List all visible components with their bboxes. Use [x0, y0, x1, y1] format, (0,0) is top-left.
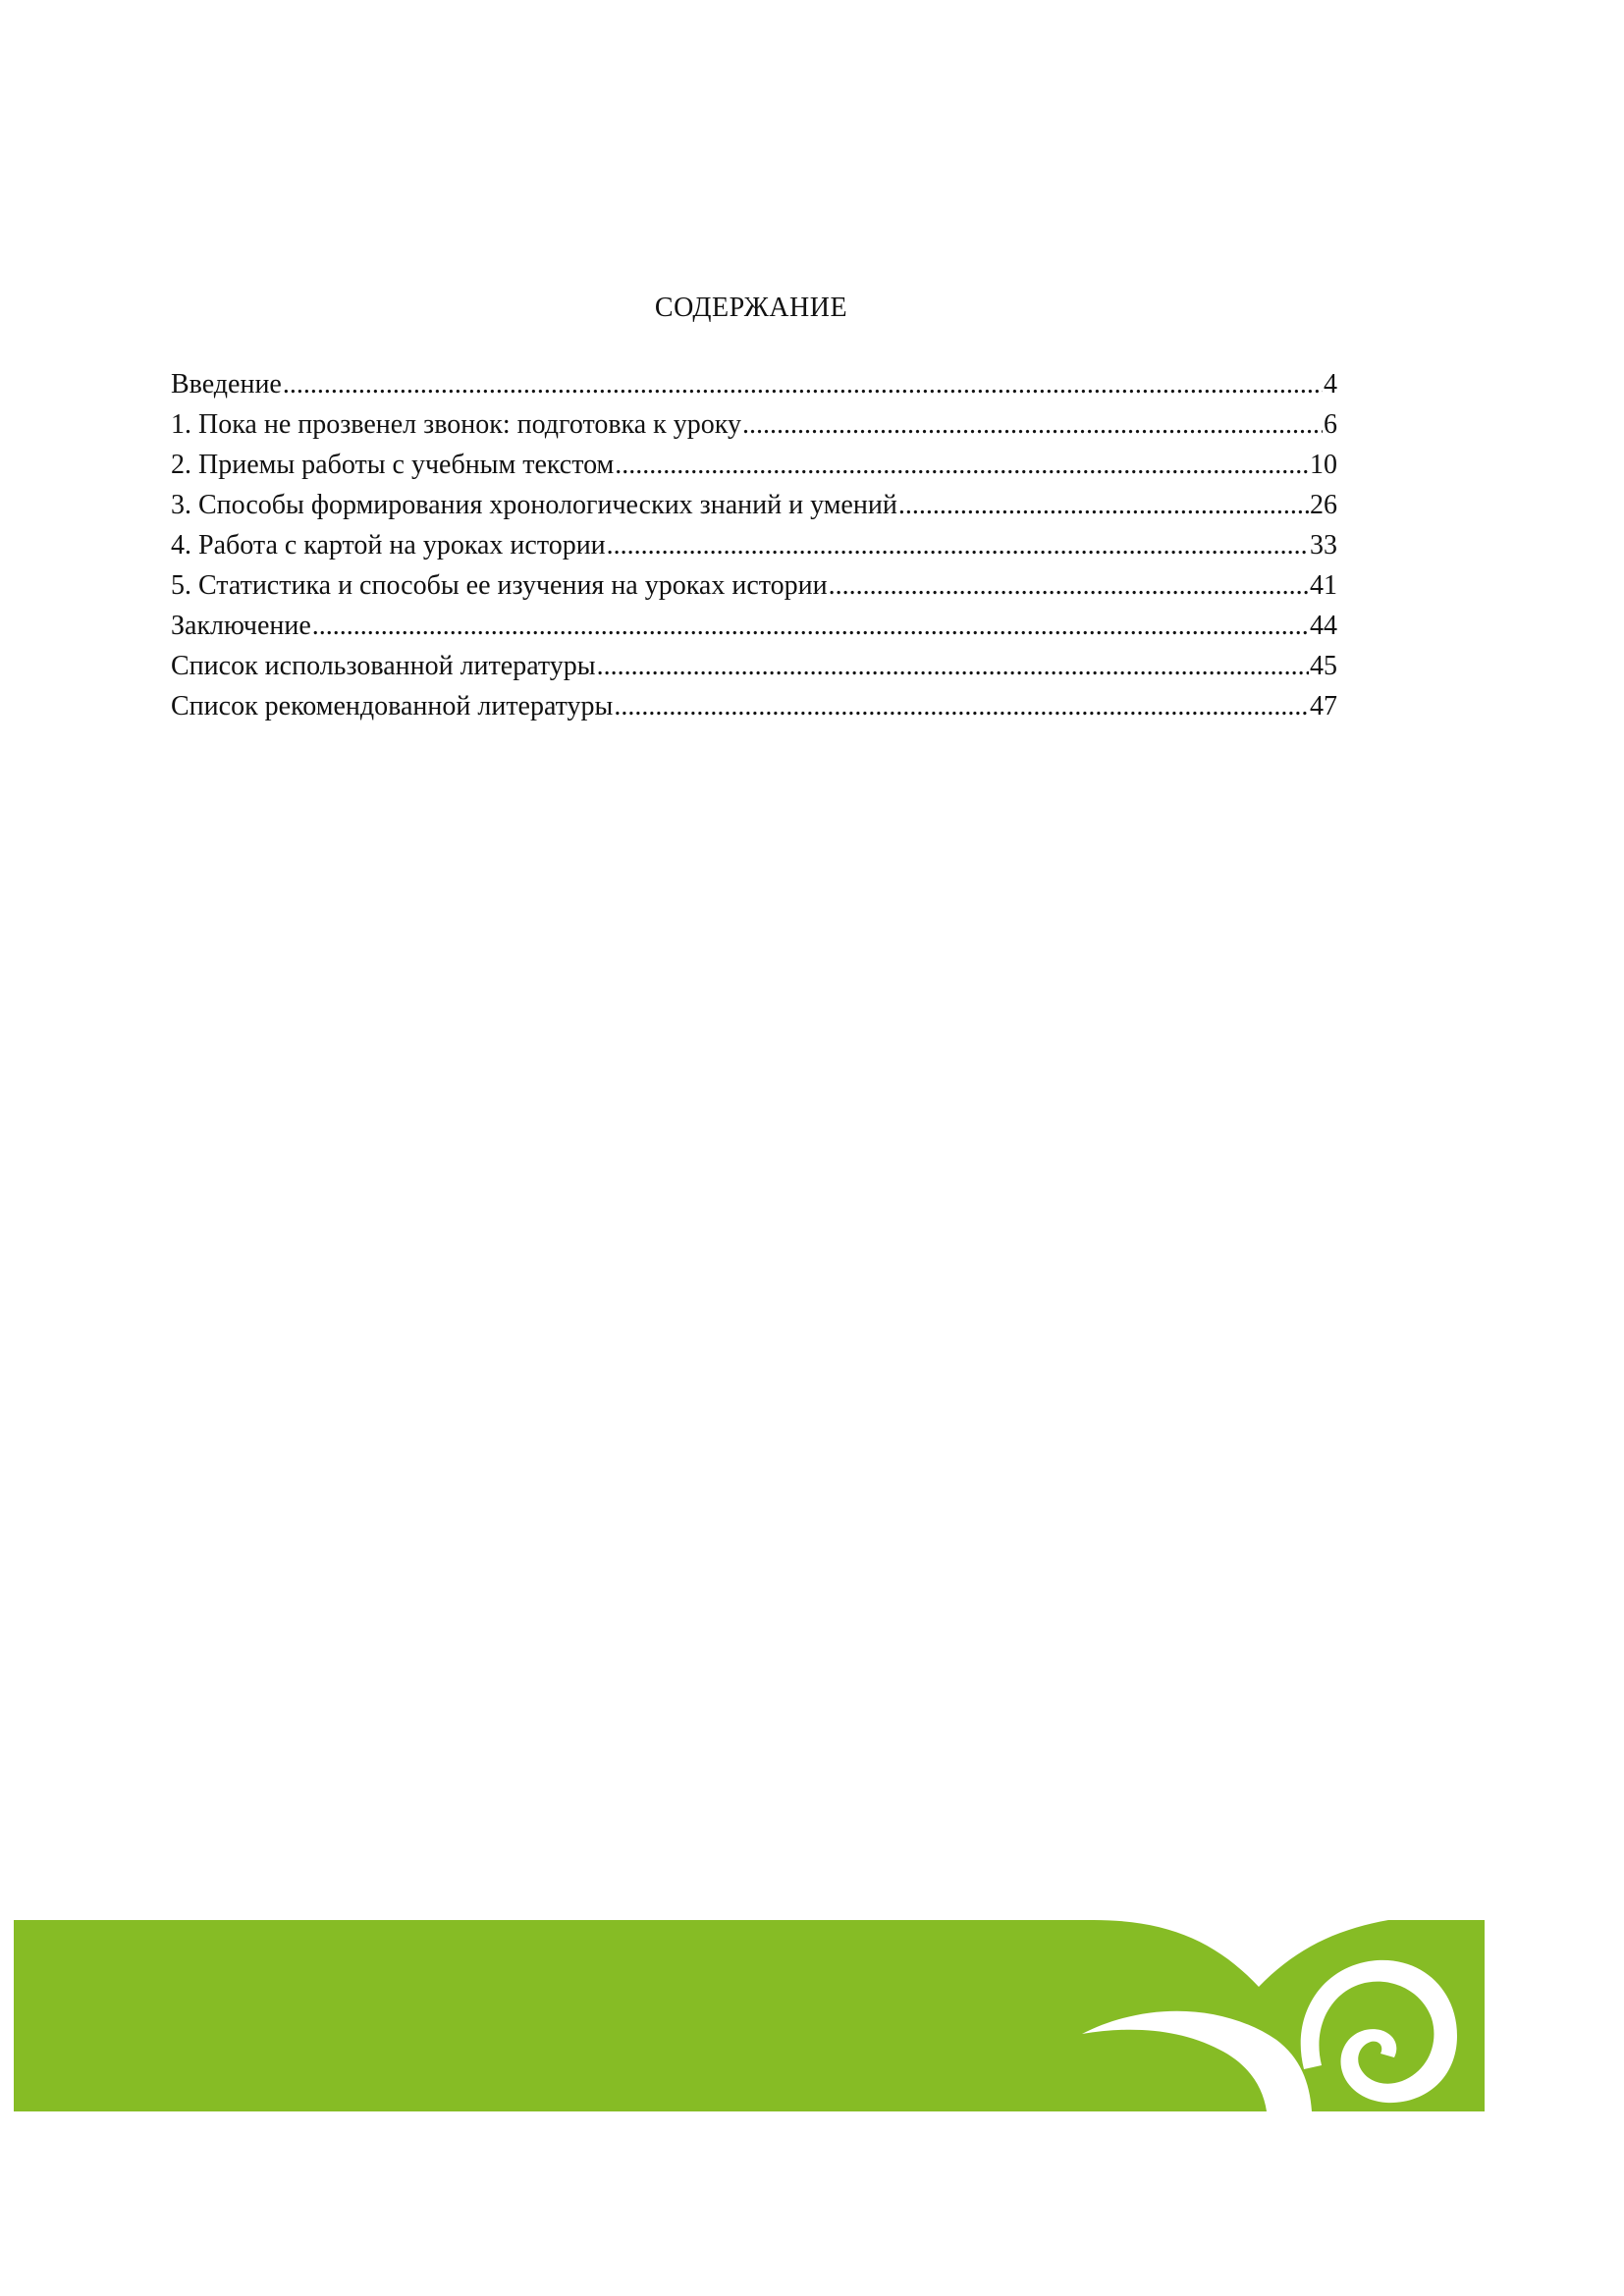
toc-entry-page: 45: [1310, 651, 1337, 681]
toc-entry-label: Список использованной литературы: [171, 651, 596, 681]
toc-leader-dots: [283, 369, 1323, 400]
toc-entry-page: 47: [1310, 691, 1337, 721]
toc-entry[interactable]: [171, 611, 1337, 651]
toc-entry[interactable]: [171, 651, 1337, 691]
toc-entry-label: 5. Статистика и способы ее изучения на уроках истории: [171, 570, 828, 601]
toc-entry-page: 10: [1310, 450, 1337, 480]
toc-leader-dots: [615, 450, 1309, 481]
toc-leader-dots: [312, 611, 1309, 642]
toc-leader-dots: [614, 691, 1309, 722]
toc-leader-dots: [607, 530, 1309, 561]
footer-decorative-band: [14, 1920, 1485, 2111]
toc-leader-dots: [597, 651, 1309, 682]
toc-entry-page: 33: [1310, 530, 1337, 561]
toc-entry-page: 44: [1310, 611, 1337, 641]
toc-entry[interactable]: [171, 530, 1337, 570]
toc-entry[interactable]: [171, 409, 1337, 450]
toc-leader-dots: [898, 490, 1309, 521]
toc-entry-label: 3. Способы формирования хронологических знаний и умений: [171, 490, 897, 520]
swirl-ornament-icon: [14, 1920, 1485, 2111]
toc-entry-page: 6: [1324, 409, 1337, 440]
toc-leader-dots: [742, 409, 1323, 441]
toc-entry[interactable]: [171, 570, 1337, 611]
toc-entry-page: 26: [1310, 490, 1337, 520]
toc-entry-label: 1. Пока не прозвенел звонок: подготовка к уроку: [171, 409, 741, 440]
toc-entry-label: Список рекомендованной литературы: [171, 691, 614, 721]
toc-entry[interactable]: [171, 450, 1337, 490]
toc-leader-dots: [829, 570, 1309, 602]
toc-entry-label: 4. Работа с картой на уроках истории: [171, 530, 606, 561]
table-of-contents: [171, 369, 1337, 731]
toc-entry-label: Введение: [171, 369, 282, 400]
toc-entry-page: 4: [1324, 369, 1337, 400]
toc-entry[interactable]: [171, 490, 1337, 530]
page-title: СОДЕРЖАНИЕ: [654, 293, 848, 323]
toc-entry[interactable]: [171, 369, 1337, 409]
toc-entry-label: Заключение: [171, 611, 311, 641]
toc-entry-label: 2. Приемы работы с учебным текстом: [171, 450, 615, 480]
toc-entry-page: 41: [1310, 570, 1337, 601]
toc-entry[interactable]: [171, 691, 1337, 731]
